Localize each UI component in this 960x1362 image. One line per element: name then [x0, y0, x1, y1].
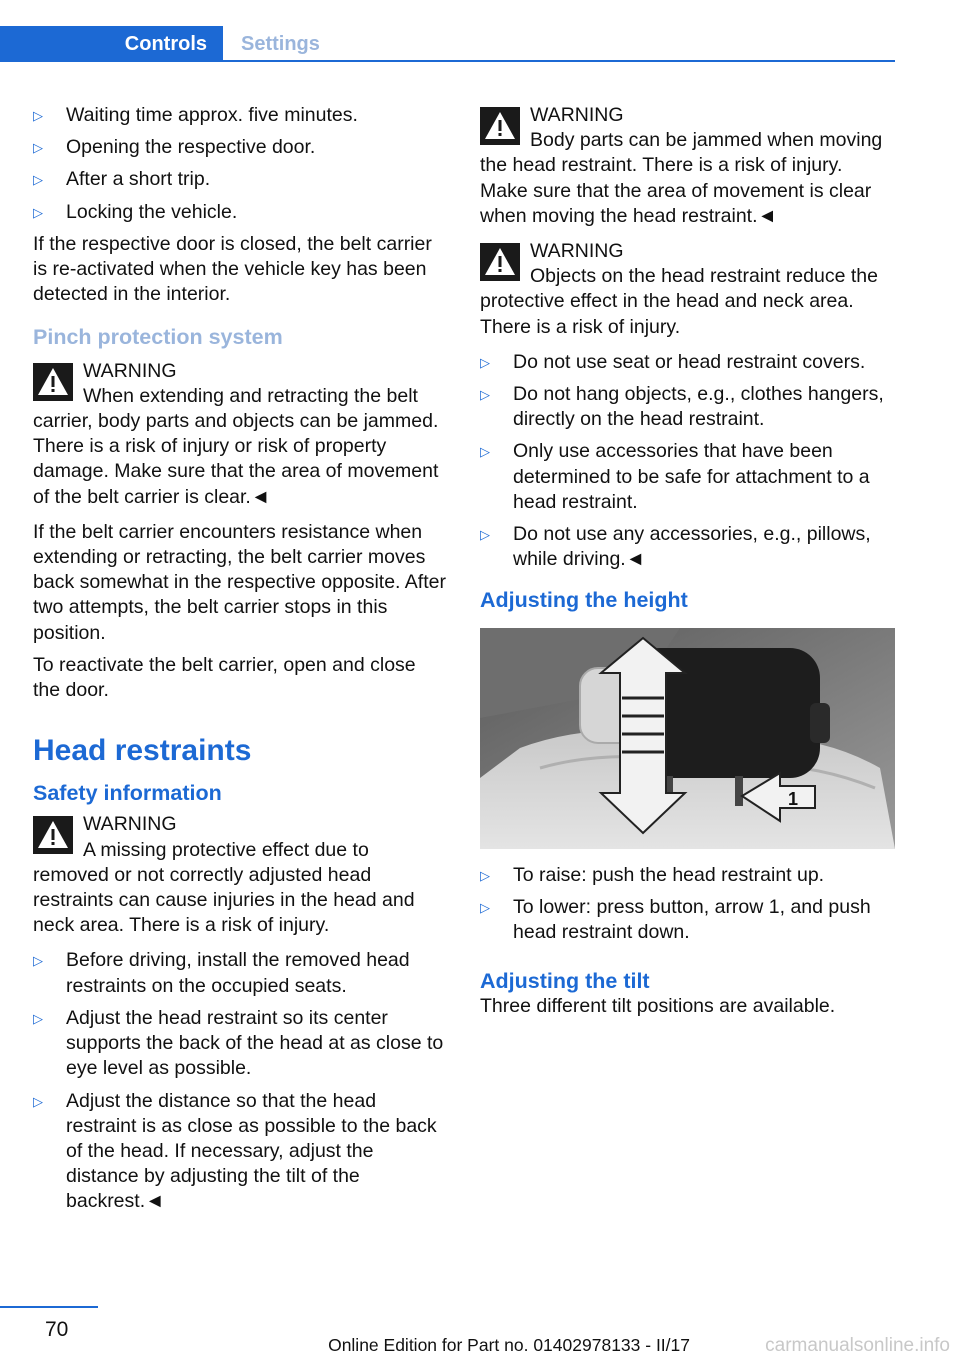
footer-rule	[0, 1306, 98, 1308]
figure-callout-number: 1	[788, 788, 799, 809]
watermark: carmanualsonline.info	[765, 1335, 950, 1356]
paragraph-reactivation: If the respective door is closed, the belt carrier is re-activated when the vehicle key has been detected in the interior.	[33, 232, 432, 306]
triangle-bullet-icon: ▷	[33, 140, 43, 156]
warning-triangle-icon	[480, 107, 520, 145]
triangle-bullet-icon: ▷	[480, 867, 490, 883]
list-item: ▷ Do not use any accessories, e.g., pillows, while driving.◄	[480, 523, 871, 571]
list-accessory-rules	[480, 350, 895, 573]
heading-safety-information: Safety information	[33, 781, 222, 806]
warning-text: Body parts can be jammed when moving the head restraint. There is a risk of injury. Make sure that the area of movement is clear when moving the head restraint.◄	[480, 129, 883, 227]
warning-triangle-icon	[33, 816, 73, 854]
warning-objects	[480, 239, 895, 340]
list-item: ▷ After a short trip.	[33, 167, 448, 192]
head-restraint-height-figure	[480, 628, 895, 849]
warning-title: WARNING	[530, 104, 624, 126]
warning-missing-restraint	[33, 812, 448, 938]
triangle-bullet-icon: ▷	[480, 444, 490, 460]
triangle-bullet-icon: ▷	[33, 108, 43, 123]
list-item: ▷ To raise: push the head restraint up.	[480, 863, 895, 888]
heading-pinch-protection: Pinch protection system	[33, 325, 283, 350]
warning-triangle-icon	[33, 363, 73, 401]
tab-settings[interactable]: Settings	[241, 33, 320, 55]
list-item: ▷ Do not use seat or head restraint covers.	[480, 350, 895, 375]
triangle-bullet-icon: ▷	[33, 204, 43, 220]
warning-text: When extending and retracting the belt carrier, body parts and objects can be jammed. There is a risk of injury or risk of property damage. Make sure that the area of movement of the belt carrier is clear.◄	[33, 384, 439, 508]
triangle-bullet-icon: ▷	[33, 1010, 43, 1026]
warning-triangle-icon	[480, 243, 520, 281]
triangle-bullet-icon: ▷	[480, 387, 490, 403]
list-item: ▷ Before driving, install the removed head restraints on the occupied seats.	[33, 949, 410, 997]
list-item: ▷ Locking the vehicle.	[33, 200, 448, 225]
footer-edition: Online Edition for Part no. 01402978133 - II/17	[328, 1335, 690, 1355]
warning-title: WARNING	[530, 240, 624, 263]
warning-text: A missing protective effect due to removed or not correctly adjusted head restraints can cause injuries in the head and neck area. There is a risk of injury.	[33, 838, 415, 937]
warning-pinch	[33, 359, 448, 510]
paragraph-resistance: If the belt carrier encounters resistance when extending or retracting, the belt carrier moves back somewhat in the respective opposite. After two attempts, the belt carrier stops in this position.	[33, 520, 446, 644]
triangle-bullet-icon: ▷	[480, 899, 490, 915]
list-item: ▷ Adjust the distance so that the head restraint is as close as possible to the back of the head. If necessary, adjust the distance by adjusting the tilt of the backrest.◄	[33, 1089, 437, 1213]
page-number: 70	[45, 1318, 69, 1341]
triangle-bullet-icon: ▷	[480, 527, 490, 543]
triangle-bullet-icon: ▷	[480, 354, 490, 370]
head-restraint-illustration	[480, 628, 895, 849]
paragraph-tilt: Three different tilt positions are available.	[480, 995, 836, 1018]
list-item: ▷ Opening the respective door.	[33, 135, 448, 160]
paragraph-reactivate: To reactivate the belt carrier, open and close the door.	[33, 653, 416, 702]
warning-text: Objects on the head restraint reduce the protective effect in the head and neck area. There is a risk of injury.	[480, 265, 878, 338]
left-column	[33, 103, 448, 1222]
chapter-header	[0, 26, 895, 62]
warning-title: WARNING	[83, 359, 177, 382]
right-column	[480, 103, 895, 1027]
warning-title: WARNING	[83, 813, 177, 836]
list-safety-instructions	[33, 948, 448, 1214]
list-item: ▷ Adjust the head restraint so its center supports the back of the head at as close to eye level as possible.	[33, 1006, 444, 1080]
list-belt-conditions	[33, 103, 448, 225]
heading-head-restraints: Head restraints	[33, 734, 252, 768]
list-item: ▷ To lower: press button, arrow 1, and push head restraint down.	[480, 895, 871, 944]
list-item: ▷ Do not hang objects, e.g., clothes hangers, directly on the head restraint.	[480, 383, 884, 431]
triangle-bullet-icon: ▷	[33, 172, 43, 188]
triangle-bullet-icon: ▷	[33, 1093, 43, 1109]
warning-jammed	[480, 103, 895, 229]
list-item: ▷ Waiting time approx. five minutes.	[33, 103, 448, 128]
heading-adjusting-tilt: Adjusting the tilt	[480, 969, 650, 994]
triangle-bullet-icon: ▷	[33, 953, 43, 969]
tab-controls[interactable]: Controls	[0, 26, 223, 62]
list-height-steps	[480, 863, 895, 946]
heading-adjusting-height: Adjusting the height	[480, 588, 688, 613]
list-item: ▷ Only use accessories that have been determined to be safe for attachment to a head restraint.	[480, 440, 870, 513]
